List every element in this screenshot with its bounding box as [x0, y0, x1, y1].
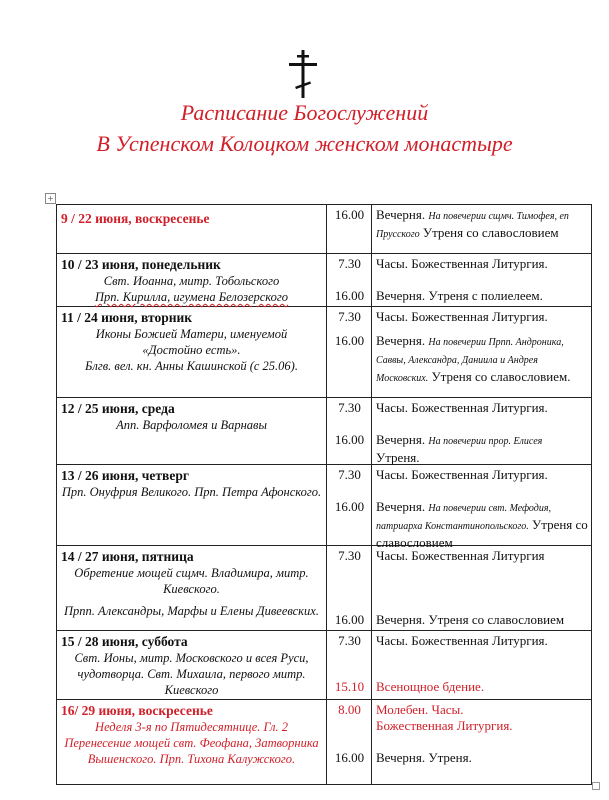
saints-line: Апп. Варфоломея и Варнавы: [116, 418, 267, 432]
orthodox-cross-icon: [286, 50, 320, 98]
table-row: [57, 398, 591, 465]
date-label: 10 / 23 июня, понедельник: [61, 257, 221, 272]
date-cell: [57, 465, 327, 545]
service-cell: [372, 700, 591, 784]
time-cell: [327, 631, 372, 699]
service-desc: Молебен. Часы.: [376, 702, 464, 717]
time-cell: [327, 546, 372, 630]
service-cell: [372, 205, 591, 253]
date-label: 13 / 26 июня, четверг: [61, 468, 189, 483]
service-time: 7.30: [338, 256, 361, 271]
saints-line: Иконы Божией Матери, именуемой: [95, 327, 288, 341]
table-row: [57, 700, 591, 784]
saints-line: Обретение мощей сщмч. Владимира, митр. Киевского.: [74, 566, 309, 596]
service-cell: [372, 254, 591, 306]
table-move-handle-icon[interactable]: +: [45, 193, 56, 204]
service-time: 7.30: [338, 548, 361, 563]
date-cell: [57, 254, 327, 306]
saints-line: Прп. Онуфрия Великого. Прп. Петра Афонского.: [61, 485, 322, 499]
page-title: Расписание Богослужений: [180, 100, 429, 125]
service-desc: Вечерня. На повечерии Прпп. Андроника, Саввы, Александра, Даниила и Андрея Московских. Утреня со славословием.: [376, 333, 571, 384]
date-label: 15 / 28 июня, суббота: [61, 634, 188, 649]
saints-line: Свт. Иоанна, митр. Тобольского: [103, 274, 280, 288]
service-time: 7.30: [338, 467, 361, 482]
time-cell: [327, 205, 372, 253]
time-cell: [327, 398, 372, 464]
service-desc: Часы. Божественная Литургия.: [376, 256, 548, 271]
saints-line: Неделя 3-я по Пятидесятнице. Гл. 2: [95, 720, 288, 734]
service-time: 16.00: [334, 333, 365, 348]
time-cell: [327, 465, 372, 545]
service-desc: Божественная Литургия.: [376, 718, 513, 733]
saints-line: «Достойно есть».: [142, 343, 241, 357]
service-cell: [372, 546, 591, 630]
service-time: 7.30: [338, 633, 361, 648]
page-subtitle: В Успенском Колоцком женском монастыре: [96, 131, 513, 156]
saints-line: Блгв. вел. кн. Анны Кашинской (с 25.06).: [85, 359, 298, 373]
date-label: 12 / 25 июня, среда: [61, 401, 175, 416]
service-desc: Часы. Божественная Литургия.: [376, 400, 548, 415]
date-label: 16/ 29 июня, воскресенье: [61, 703, 213, 718]
service-time: 16.00: [334, 499, 365, 514]
service-desc: Всенощное бдение.: [376, 679, 485, 694]
date-cell: [57, 398, 327, 464]
service-cell: [372, 307, 591, 397]
service-time: 16.00: [334, 288, 365, 303]
date-label: 11 / 24 июня, вторник: [61, 310, 193, 325]
saints-line: Свт. Ионы, митр. Московского и всея Руси, чудотворца. Свт. Михаила, первого митр. Киевского: [74, 651, 309, 697]
service-desc: Вечерня. На повечерии сщмч. Тимофея, еп Прусского Утреня со славословием: [376, 207, 569, 240]
table-row: [57, 307, 591, 398]
date-label: 14 / 27 июня, пятница: [61, 549, 194, 564]
service-cell: [372, 631, 591, 699]
table-row: [57, 205, 591, 254]
service-time: 16.00: [334, 432, 365, 447]
time-cell: [327, 700, 372, 784]
date-cell: [57, 700, 327, 784]
service-time: 8.00: [338, 702, 361, 717]
date-cell: [57, 631, 327, 699]
service-desc: Вечерня. На повечерии свт. Мефодия, патриарха Константинопольского. Утреня со славословием: [376, 499, 588, 550]
service-desc: Часы. Божественная Литургия.: [376, 633, 548, 648]
service-desc: Вечерня. Утреня с полиелеем.: [376, 288, 543, 303]
schedule-table: [56, 204, 592, 785]
service-time: 15.10: [334, 679, 365, 694]
saints-line: Прпп. Александры, Марфы и Елены Дивеевских.: [64, 604, 319, 618]
table-row: [57, 546, 591, 631]
table-row: [57, 631, 591, 700]
table-resize-handle[interactable]: [592, 782, 600, 790]
service-time: 7.30: [338, 309, 361, 324]
service-desc: Вечерня. Утреня со славословием: [376, 612, 565, 627]
service-desc: Вечерня. Утреня.: [376, 750, 472, 765]
service-time: 16.00: [334, 750, 365, 765]
service-time: 7.30: [338, 400, 361, 415]
date-cell: [57, 205, 327, 253]
saints-line: Прп. Кирилла, игумена Белозерского: [94, 290, 289, 304]
time-cell: [327, 254, 372, 306]
service-cell: [372, 398, 591, 464]
service-cell: [372, 465, 591, 550]
date-label: 9 / 22 июня, воскресенье: [61, 211, 210, 226]
service-time: 16.00: [334, 207, 365, 222]
saints-line: Перенесение мощей свт. Феофана, Затворника Вышенского. Прп. Тихона Калужского.: [64, 736, 319, 766]
time-cell: [327, 307, 372, 397]
service-desc: Вечерня. На повечерии прор. Елисея Утреня.: [376, 432, 543, 465]
table-row: [57, 465, 591, 550]
table-row: [57, 254, 591, 307]
service-desc: Часы. Божественная Литургия: [376, 548, 545, 563]
date-cell: [57, 546, 327, 630]
service-desc: Часы. Божественная Литургия.: [376, 467, 548, 482]
service-desc: Часы. Божественная Литургия.: [376, 309, 548, 324]
date-cell: [57, 307, 327, 397]
service-time: 16.00: [334, 612, 365, 627]
